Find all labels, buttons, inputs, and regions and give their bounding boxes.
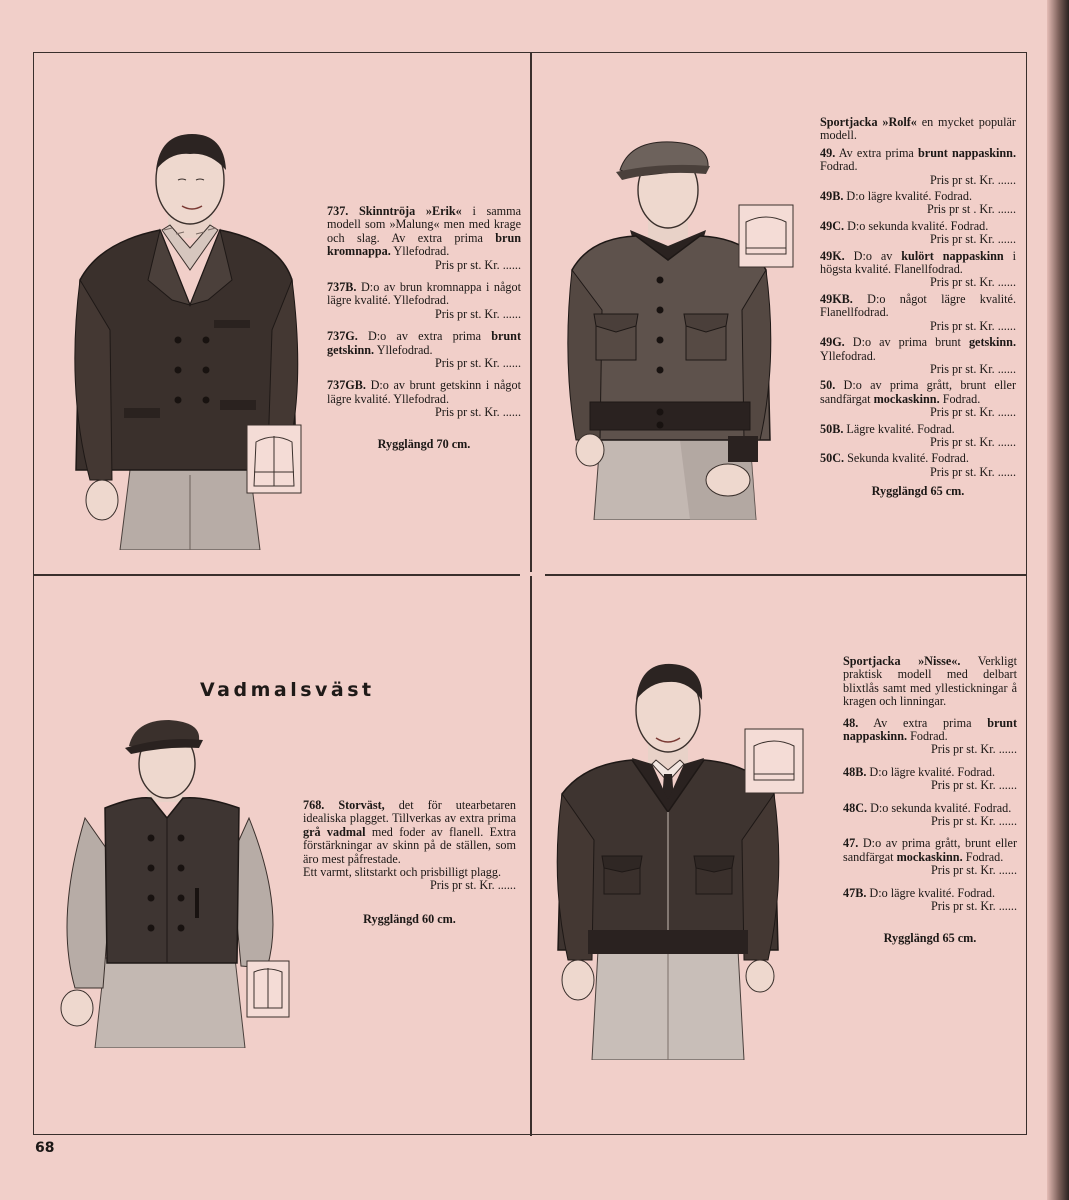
rolf-variant-49c: 49C. D:o sekunda kvalité. Fodrad. Pris pr st. Kr. ...... (820, 218, 1016, 247)
erik-variant-737b: 737B. D:o av brun kromnappa i något lägre kvalité. Yllefodrad. Pris pr st. Kr. ...... (327, 280, 522, 321)
erik-variant-737g: 737G. D:o av extra prima brunt getskinn. Yllefodrad. Pris pr st. Kr. ...... (327, 329, 522, 371)
erik-back-length: Rygglängd 70 cm. (377, 436, 471, 451)
nisse-back-length: Rygglängd 65 cm. (883, 930, 977, 945)
nisse-variant-48b: 48B. D:o lägre kvalité. Fodrad. Pris pr st. Kr. ...... (843, 764, 1017, 793)
back-view-thumbnail-rolf (738, 204, 794, 268)
nisse-intro: Sportjacka »Nisse«. Verkligt praktisk modell med delbart blixtlås samt med yllestickningar å kragen och linningar. (843, 654, 1018, 709)
illustration-rolf-jacket (560, 140, 790, 520)
nisse-variant-47b: 47B. D:o lägre kvalité. Fodrad. Pris pr st. Kr. ...... (843, 885, 1017, 914)
product-text-rolf (820, 116, 1016, 508)
price-line: Pris pr st. Kr. ...... (435, 257, 521, 272)
vest-back-length: Rygglängd 60 cm. (363, 911, 456, 926)
rolf-variant-50: 50. D:o av prima grått, brunt eller sandfärgat mockaskinn. Fodrad. Pris pr st. Kr. ...... (820, 378, 1017, 420)
back-view-thumbnail-erik (246, 424, 302, 494)
product-text-erik (327, 205, 521, 460)
erik-intro: 737. Skinntröja »Erik« i samma modell som »Malung« men med krage och slag. Av extra prima brun kromnappa. Yllefodrad. Pris pr st. Kr. ...... (327, 204, 522, 272)
rolf-variant-50c: 50C. Sekunda kvalité. Fodrad. Pris pr st. Kr. ...... (820, 451, 1016, 479)
vest-line2: Ett varmt, slitstarkt och prisbilligt plagg. Pris pr st. Kr. ...... (303, 865, 516, 893)
rolf-variant-49b: 49B. D:o lägre kvalité. Fodrad. Pris pr st . Kr. ...... (820, 189, 1016, 217)
price-line: Pris pr st. Kr. ...... (435, 405, 521, 420)
product-text-nisse (843, 655, 1017, 954)
product-text-vest (303, 799, 516, 935)
back-view-thumbnail-nisse (744, 728, 804, 794)
illustration-nisse-jacket (548, 660, 788, 1060)
section-heading: Vadmalsväst (200, 679, 375, 701)
back-view-thumbnail-vest (246, 960, 290, 1018)
divider-horizontal-left (33, 574, 520, 576)
rolf-variant-49k: 49K. D:o av kulört nappaskinn i högsta kvalité. Flanellfodrad. Pris pr st. Kr. ...... (820, 248, 1017, 290)
rolf-variant-49kb: 49KB. D:o något lägre kvalité. Flanellfodrad. Pris pr st. Kr. ...... (820, 291, 1016, 333)
page-number: 68 (35, 1140, 55, 1156)
divider-vertical-top (530, 52, 532, 572)
nisse-variant-47: 47. D:o av prima grått, brunt eller sandfärgat mockaskinn. Fodrad. Pris pr st. Kr. ...... (843, 836, 1018, 878)
nisse-variant-48c: 48C. D:o sekunda kvalité. Fodrad. Pris pr st. Kr. ...... (843, 800, 1017, 829)
divider-horizontal-right (545, 574, 1027, 576)
book-spine-shadow (1047, 0, 1069, 1200)
nisse-variant-48: 48. Av extra prima brunt nappaskinn. Fodrad. Pris pr st. Kr. ...... (843, 715, 1018, 757)
erik-variant-737gb: 737GB. D:o av brunt getskinn i något lägre kvalité. Yllefodrad. Pris pr st. Kr. ...... (327, 378, 522, 420)
rolf-variant-49g: 49G. D:o av prima brunt getskinn. Yllefodrad. Pris pr st. Kr. ...... (820, 335, 1017, 376)
rolf-intro: Sportjacka »Rolf« en mycket populär modell. (820, 115, 1016, 143)
vest-intro: 768. Storväst, det för utearbetaren idealiska plagget. Tillverkas av extra prima grå vadmal med foder av flanell. Extra förstärkningar av skinn på de ställen, som äro mest påfrestade. (303, 798, 516, 866)
price-line: Pris pr st. Kr. ...... (435, 356, 521, 371)
divider-vertical-bottom (530, 576, 532, 1136)
price-line: Pris pr st. Kr. ...... (435, 306, 521, 321)
rolf-back-length: Rygglängd 65 cm. (871, 484, 965, 499)
rolf-variant-49: 49. Av extra prima brunt nappaskinn. Fodrad. Pris pr st. Kr. ...... (820, 145, 1017, 187)
rolf-variant-50b: 50B. Lägre kvalité. Fodrad. Pris pr st. Kr. ...... (820, 421, 1016, 449)
